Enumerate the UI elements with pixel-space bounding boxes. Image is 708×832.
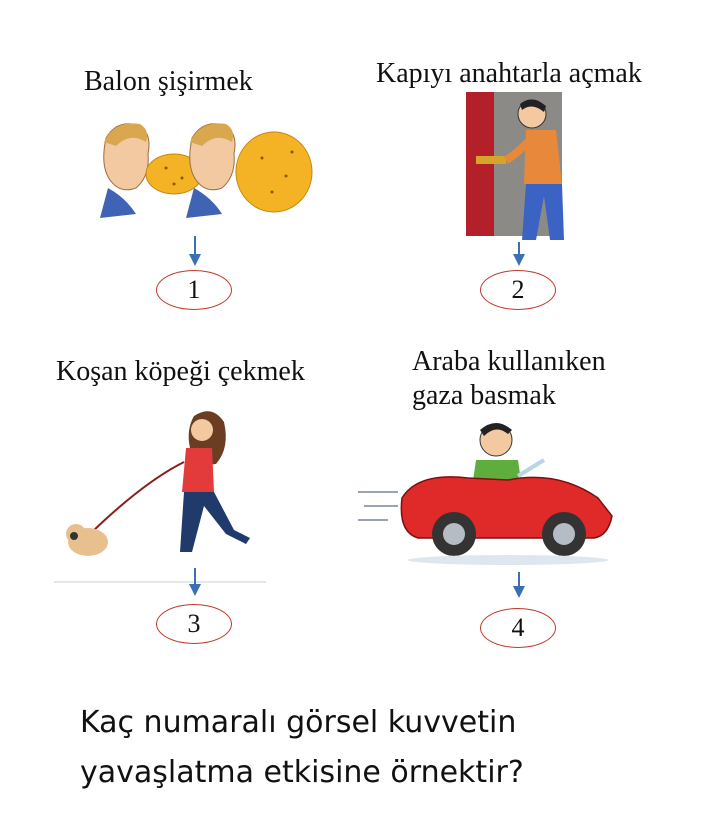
question-line-1: Kaç numaralı görsel kuvvetin xyxy=(80,705,517,740)
item-1-number: 1 xyxy=(156,270,232,310)
item-4-arrow xyxy=(518,572,520,588)
item-1-arrow xyxy=(194,236,196,256)
question-text xyxy=(80,698,640,798)
item-1-label: Balon şişirmek xyxy=(84,66,253,97)
door-key-illustration xyxy=(466,92,586,242)
item-3-number: 3 xyxy=(156,604,232,644)
item-4-label-line2: gaza basmak xyxy=(412,380,556,411)
balloon-inflating-illustration xyxy=(96,118,316,230)
car-driving-illustration xyxy=(358,420,628,568)
item-2-number: 2 xyxy=(480,270,556,310)
question-line-2: yavaşlatma etkisine örnektir? xyxy=(80,755,524,790)
item-2-label: Kapıyı anahtarla açmak xyxy=(376,58,642,89)
dog-walking-illustration xyxy=(54,402,266,586)
item-3-arrow xyxy=(194,568,196,586)
item-4-number: 4 xyxy=(480,608,556,648)
item-3-label: Koşan köpeği çekmek xyxy=(56,356,305,387)
item-4-label-line1: Araba kullanıken xyxy=(412,346,606,377)
item-2-arrow xyxy=(518,242,520,256)
